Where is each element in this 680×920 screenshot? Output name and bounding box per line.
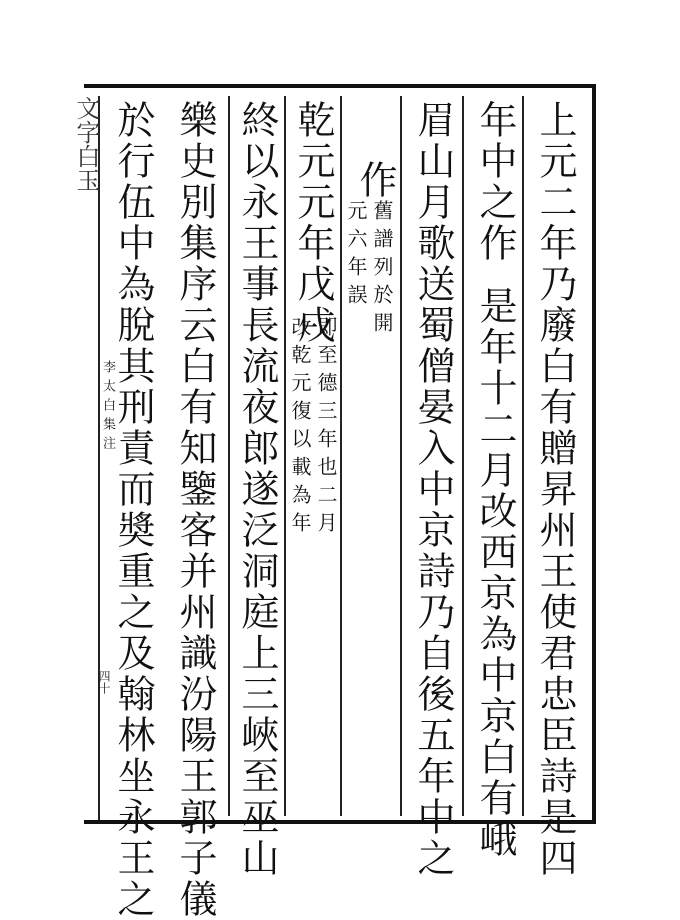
text-segment: 年中之作 — [473, 100, 517, 264]
spine-title: 李太白集注 — [100, 360, 115, 455]
text-column-2 — [473, 100, 517, 860]
column-rule — [400, 96, 402, 816]
text-column-6: 終以永王事長流夜郎遂泛洞庭上三峽至巫山 — [235, 100, 279, 879]
text-column-1: 上元二年乃廢白有贈昇州王使君忠臣詩是四 — [533, 100, 577, 879]
text-column-4-main: 作 — [353, 160, 397, 201]
text-segment: 是年十二月改西京為中京白有峨 — [473, 286, 517, 860]
column-rule — [522, 96, 524, 816]
text-column-8: 於行伍中為脫其刑責而奬重之及翰林坐永王之 — [111, 100, 155, 920]
column-rule — [228, 96, 230, 816]
text-column-5-main: 乾元元年戊戌 — [291, 100, 335, 346]
text-column-3: 眉山月歌送蜀僧晏入中京詩乃自後五年中之 — [411, 100, 455, 879]
annotation-line-left: 元六年誤 — [344, 200, 368, 312]
column-rule — [462, 96, 464, 816]
margin-header-fragment: 文字白玉 — [72, 96, 100, 192]
annotation-line-right: 即至德三年也二月 — [314, 316, 338, 540]
column-rule — [340, 96, 342, 816]
text-column-7: 樂史別集序云白有知鑒客并州識汾陽王郭子儀 — [173, 100, 217, 920]
column-rule — [284, 96, 286, 816]
folio-number: 四十 — [97, 670, 111, 694]
annotation-line-right: 舊譜列於開 — [370, 200, 394, 340]
annotation-line-left: 改乾元復以載為年 — [288, 316, 312, 540]
